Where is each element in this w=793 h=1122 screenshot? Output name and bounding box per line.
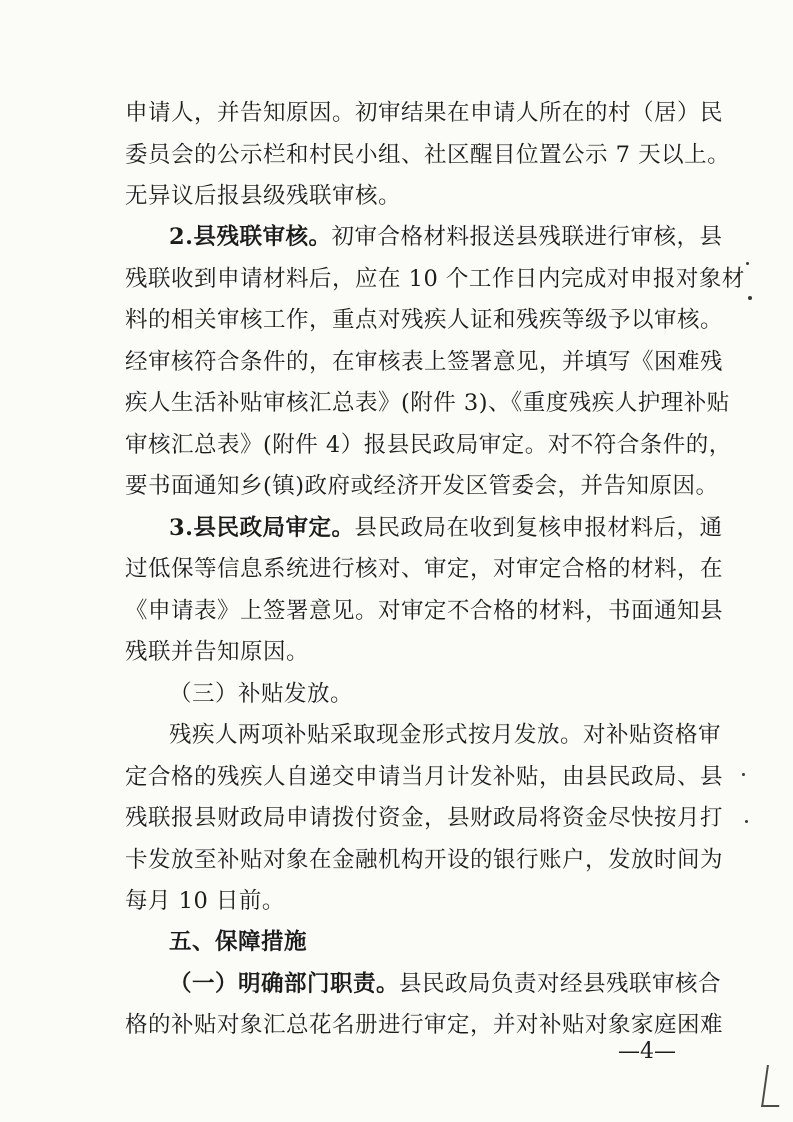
body-text-line: 定合格的残疾人自递交申请当月计发补贴，由县民政局、县 (125, 764, 724, 790)
body-text-line: 《申请表》上签署意见。对审定不合格的材料，书面通知县 (125, 598, 724, 624)
body-text-line: 经审核符合条件的，在审核表上签署意见，并填写《困难残 (125, 349, 724, 375)
paragraph-heading: 3.县民政局审定。 (169, 515, 355, 541)
scan-speck (742, 773, 745, 776)
scan-speck (745, 820, 748, 823)
scan-speck (746, 262, 749, 265)
body-text-line: 无异议后报县级残联审核。 (125, 183, 402, 209)
section-heading: 五、保障措施 (169, 929, 308, 955)
body-text-line: 申请人，并告知原因。初审结果在申请人所在的村（居）民 (125, 100, 724, 126)
scan-edge-mark (761, 1065, 785, 1107)
body-text-line: 格的补贴对象汇总花名册进行审定，并对补贴对象家庭困难 (125, 1012, 724, 1038)
body-text-line: 残联并告知原因。 (125, 639, 310, 665)
paragraph-heading: 2.县残联审核。 (169, 224, 332, 250)
body-text-line: 委员会的公示栏和村民小组、社区醒目位置公示 7 天以上。 (125, 142, 731, 168)
numbered-paragraph-3: 3.县民政局审定。县民政局在收到复核申报材料后，通 (169, 515, 723, 541)
scan-speck (748, 296, 752, 300)
body-text-line: 审核汇总表》(附件 4）报县民政局审定。对不符合条件的， (125, 432, 732, 458)
subsection-paragraph: （一）明确部门职责。县民政局负责对经县残联审核合 (169, 971, 722, 997)
body-text-line: 残疾人两项补贴采取现金形式按月发放。对补贴资格审 (169, 722, 722, 748)
page-number: —4— (618, 1039, 676, 1064)
body-text-line: 料的相关审核工作，重点对残疾人证和残疾等级予以审核。 (125, 307, 724, 333)
body-text-line: 残联报县财政局申请拨付资金，县财政局将资金尽快按月打 (125, 805, 724, 831)
body-text-line: 疾人生活补贴审核汇总表》(附件 3)、《重度残疾人护理补贴 (125, 390, 730, 416)
subsection-heading: （三）补贴发放。 (169, 681, 354, 707)
paragraph-heading: （一）明确部门职责。 (169, 971, 400, 997)
body-text-line: 要书面通知乡(镇)政府或经济开发区管委会，并告知原因。 (125, 473, 719, 499)
body-text-line: 每月 10 日前。 (125, 888, 285, 914)
body-text-line: 过低保等信息系统进行核对、审定，对审定合格的材料，在 (125, 556, 724, 582)
body-text-line: 残联收到申请材料后，应在 10 个工作日内完成对申报对象材 (125, 266, 745, 292)
body-text-line: 卡发放至补贴对象在金融机构开设的银行账户，发放时间为 (125, 847, 724, 873)
numbered-paragraph-2: 2.县残联审核。初审合格材料报送县残联进行审核，县 (169, 224, 723, 250)
